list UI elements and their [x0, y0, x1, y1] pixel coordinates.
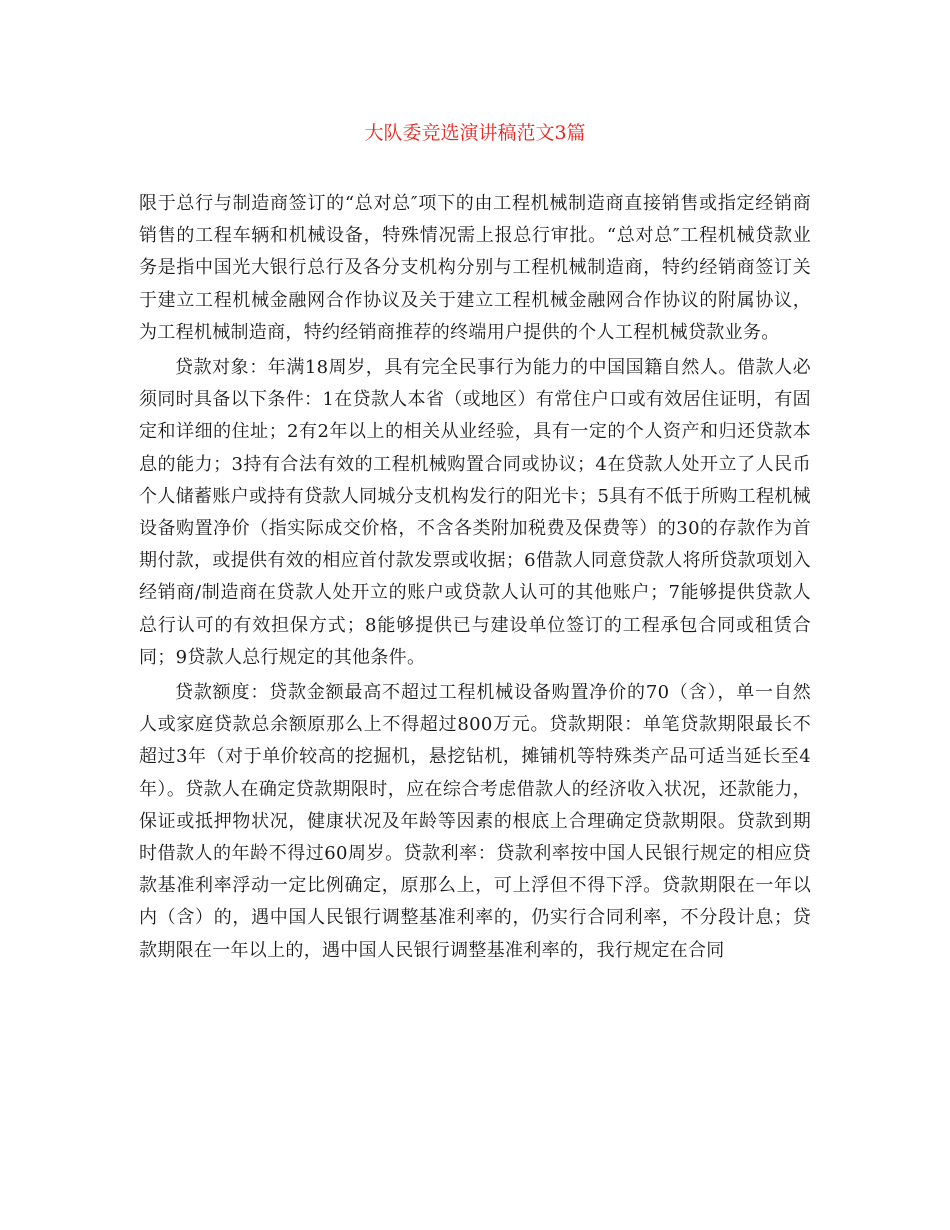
paragraph-loan-amount-term-rate: 贷款额度：贷款金额最高不超过工程机械设备购置净价的70（含），单一自然人或家庭贷款总余额原那么上不得超过800万元。贷款期限：单笔贷款期限最长不超过3年（对于单价较高的挖掘机，悬挖钻机，摊铺机等特殊类产品可适当延长至4年）。贷款人在确定贷款期限时，应在综合考虑借款人的经济收入状况，还款能力，保证或抵押物状况，健康状况及年龄等因素的根底上合理确定贷款期限。贷款到期时借款人的年龄不得过60周岁。贷款利率：贷款利率按中国人民银行规定的相应贷款基准利率浮动一定比例确定，原那么上，可上浮但不得下浮。贷款期限在一年以内（含）的，遇中国人民银行调整基准利率的，仍实行合同利率，不分段计息；贷款期限在一年以上的，遇中国人民银行调整基准利率的，我行规定在合同: [139, 682, 811, 961]
paragraph-scope: 限于总行与制造商签订的“总对总″项下的由工程机械制造商直接销售或指定经销商销售的工程车辆和机械设备，特殊情况需上报总行审批。“总对总″工程机械贷款业务是指中国光大银行总行及各分支机构分别与工程机械制造商，特约经销商签订关于建立工程机械金融网合作协议及关于建立工程机械金融网合作协议的附属协议，为工程机械制造商，特约经销商推荐的终端用户提供的个人工程机械贷款业务。: [139, 193, 811, 343]
paragraph-loan-eligibility: 贷款对象：年满18周岁，具有完全民事行为能力的中国国籍自然人。借款人必须同时具备以下条件：1在贷款人本省（或地区）有常住户口或有效居住证明，有固定和详细的住址；2有2年以上的相关从业经验，具有一定的个人资产和归还贷款本息的能力；3持有合法有效的工程机械购置合同或协议；4在贷款人处开立了人民币个人储蓄账户或持有贷款人同城分支机构发行的阳光卡；5具有不低于所购工程机械设备购置净价（指实际成交价格，不含各类附加税费及保费等）的30的存款作为首期付款，或提供有效的相应首付款发票或收据；6借款人同意贷款人将所贷款项划入经销商/制造商在贷款人处开立的账户或贷款人认可的其他账户；7能够提供贷款人总行认可的有效担保方式；8能够提供已与建设单位签订的工程承包合同或租赁合同；9贷款人总行规定的其他条件。: [139, 357, 811, 668]
document-title: 大队委竞选演讲稿范文3篇: [364, 122, 586, 144]
document-body: [139, 188, 811, 967]
